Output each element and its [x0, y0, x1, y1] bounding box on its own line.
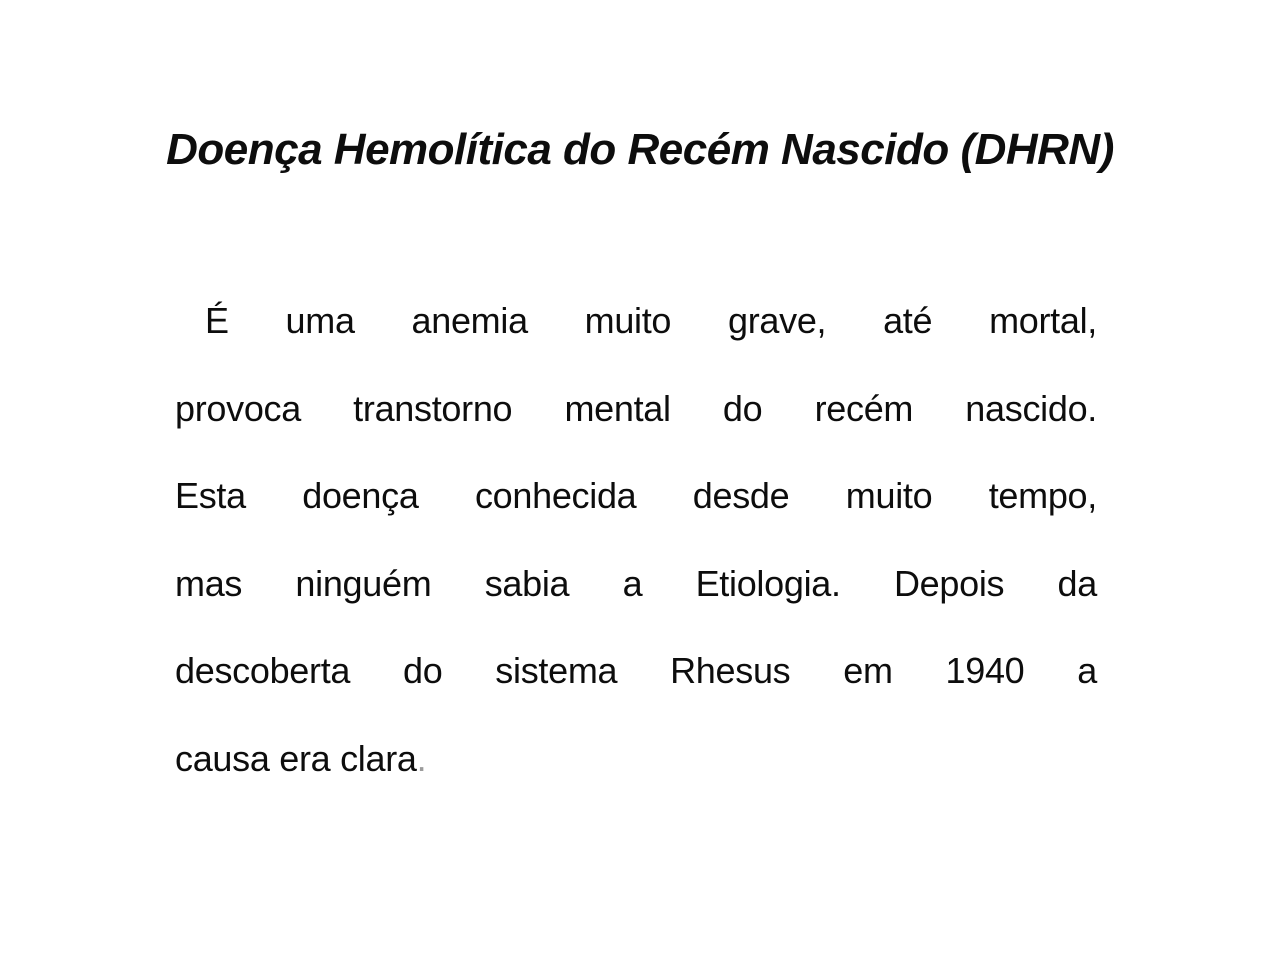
body-line-5: descoberta do sistema Rhesus em 1940 a	[175, 650, 1097, 691]
body-line-4: mas ninguém sabia a Etiologia. Depois da	[175, 562, 1097, 604]
body-line-1: É uma anemia muito grave, até mortal,	[205, 300, 1097, 341]
slide-title: Doença Hemolítica do Recém Nascido (DHRN)	[166, 125, 1114, 174]
body-line-6-text: causa era clara	[175, 737, 417, 779]
gray-period: .	[416, 737, 427, 779]
body-line-6	[175, 715, 1097, 803]
body-paragraph	[175, 277, 1097, 802]
body-line-3: Esta doença conhecida desde muito tempo,	[175, 475, 1097, 516]
body-line-2: provoca transtorno mental do recém nascido.	[175, 387, 1097, 429]
